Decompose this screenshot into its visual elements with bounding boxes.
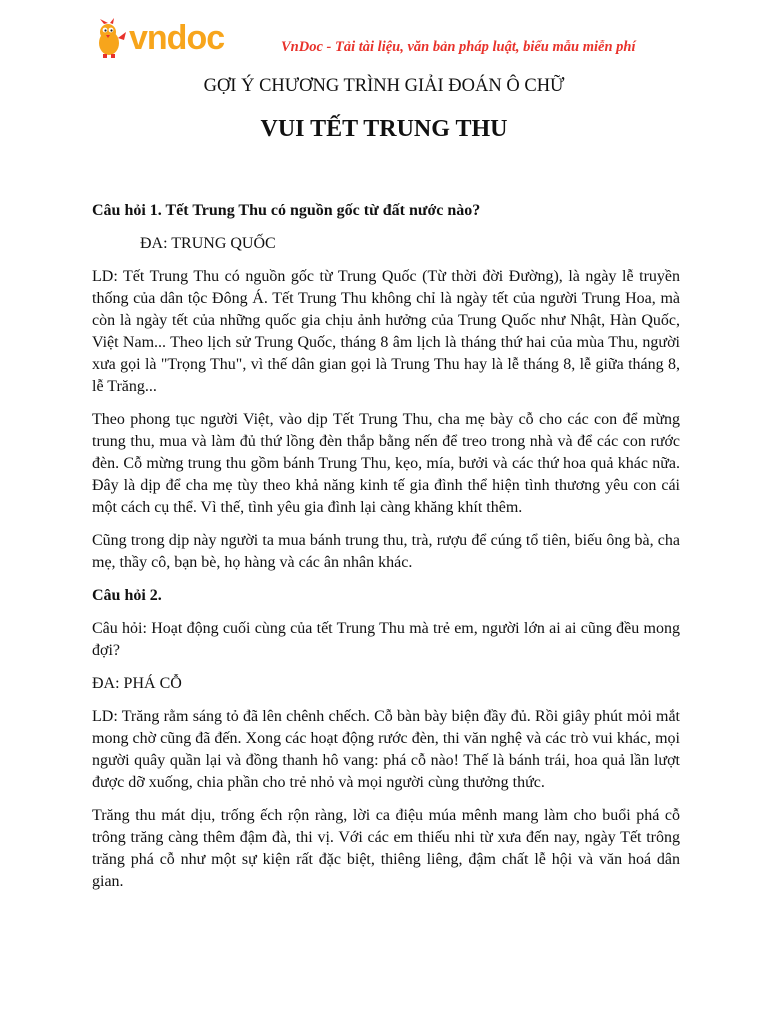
paragraph: Trăng thu mát dịu, trống ếch rộn ràng, lời ca điệu múa mênh mang làm cho buổi phá cỗ trông trăng càng thêm đậm đà, thi vị. Với các em thiếu nhi từ xưa đến nay, ngày Tết trông trăng phá cỗ như một sự kiện rất đặc biệt, thiêng liêng, đậm chất lễ hội và văn hoá dân gian. <box>92 807 680 890</box>
explanation-2: LD: Trăng rằm sáng tỏ đã lên chênh chếch. Cỗ bàn bày biện đầy đủ. Rồi giây phút mỏi mắt mong chờ cũng đã đến. Xong các hoạt động rước đèn, thi văn nghệ và các trò vui khác, mọi người quây quần lại và đồng thanh hô vang: phá cỗ nào! Thế là bánh trái, hoa quả lần lượt được dỡ xuống, chia phần cho trẻ nhỏ và mọi người cùng thưởng thức. <box>92 708 680 791</box>
question-2-heading: Câu hỏi 2. <box>92 587 162 604</box>
answer-1: ĐA: TRUNG QUỐC <box>140 235 276 252</box>
site-tagline[interactable]: VnDoc - Tải tài liệu, văn bản pháp luật, biểu mẫu miễn phí <box>281 39 636 55</box>
document-title-line-2: VUI TẾT TRUNG THU <box>260 116 508 142</box>
logo-text: vndoc <box>129 19 225 57</box>
document-title-line-1: GỢI Ý CHƯƠNG TRÌNH GIẢI ĐOÁN Ô CHỮ <box>203 76 565 96</box>
document-body <box>92 200 680 904</box>
explanation-1: LD: Tết Trung Thu có nguồn gốc từ Trung Quốc (Từ thời đời Đường), là ngày lễ truyền thống của dân tộc Đông Á. Tết Trung Thu không chỉ là ngày tết của người Trung Hoa, mà còn là ngày tết của những quốc gia chịu ảnh hưởng của Trung Quốc như Nhật, Hàn Quốc, Việt Nam... Theo lịch sử Trung Quốc, tháng 8 âm lịch là tháng thứ hai của mùa Thu, người xưa gọi là "Trọng Thu", vì thế dân gian gọi là Trung Thu hay là lễ tháng 8, lễ giữa tháng 8, lễ Trăng... <box>92 268 680 395</box>
paragraph: Cũng trong dịp này người ta mua bánh trung thu, trà, rượu để cúng tổ tiên, biếu ông bà, cha mẹ, thầy cô, bạn bè, họ hàng và các ân nhân khác. <box>92 532 680 571</box>
page-header <box>94 18 694 62</box>
question-1-heading: Câu hỏi 1. Tết Trung Thu có nguồn gốc từ đất nước nào? <box>92 202 481 219</box>
vndoc-logo[interactable] <box>94 18 224 58</box>
paragraph: Theo phong tục người Việt, vào dịp Tết Trung Thu, cha mẹ bày cỗ cho các con để mừng trung thu, mua và làm đủ thứ lồng đèn thắp bằng nến để treo trong nhà và để các con rước đèn. Cỗ mừng trung thu gồm bánh Trung Thu, kẹo, mía, bưởi và các thứ hoa quả khác nữa. Đây là dịp để cha mẹ tùy theo khả năng kinh tế gia đình thể hiện tình thương yêu con cái một cách cụ thể. Vì thế, tình yêu gia đình lại càng khăng khít thêm. <box>92 411 680 516</box>
answer-2: ĐA: PHÁ CỖ <box>92 675 182 692</box>
question-2-text: Câu hỏi: Hoạt động cuối cùng của tết Trung Thu mà trẻ em, người lớn ai ai cũng đều mong đợi? <box>92 620 680 659</box>
mascot-icon <box>94 18 128 58</box>
